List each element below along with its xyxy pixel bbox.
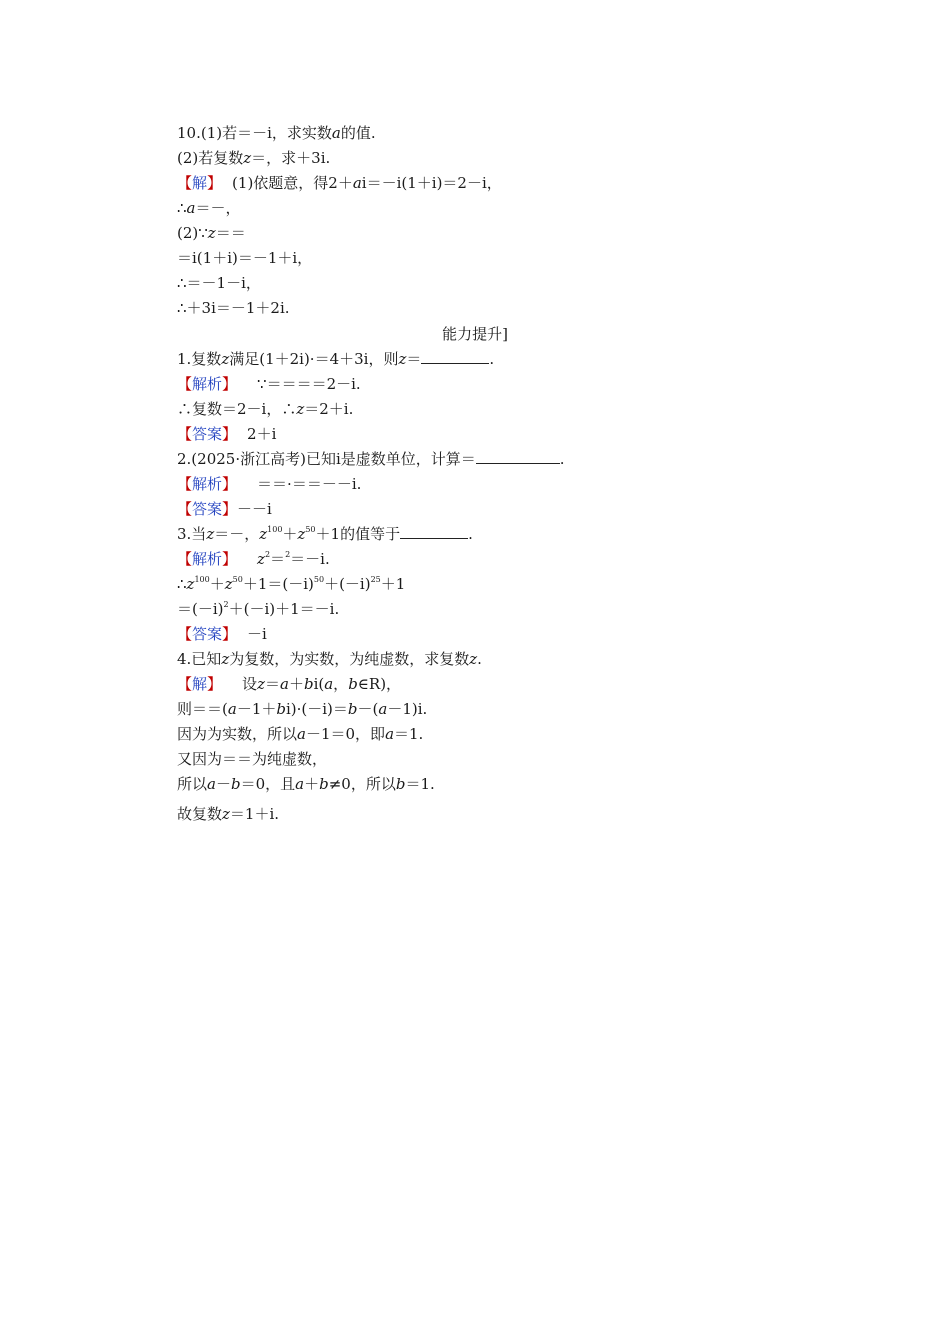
problem-10-part-1: 10.(1)若＝－i，求实数a的值. [177,124,376,142]
analysis-2: 【解析】 ＝＝·＝＝－－i. [177,475,362,493]
problem-1: 1.复数z满足(1＋2i)·＝4＋3i，则z＝ . [177,350,495,368]
analysis-3-line-2: $\therefore z^{100}+z^{50}+1=(-i)^{50}+(-i)^{25}+1$ [177,575,406,593]
analysis-1-line-2: ∴复数＝2－i，∴z＝2＋i. [177,400,354,418]
solution-10-line-4: ＝i(1＋i)＝－1＋i， [177,249,313,267]
solution-10-line-5: ∴＝－1－i， [177,274,261,292]
solution-4-line-5: 所以a－b＝0，且a＋b≠0，所以b＝1. [177,775,435,793]
analysis-3: 【解析】 $z^2=^2=-i$. [177,550,330,568]
answer-blank [421,349,489,364]
analysis-1: 【解析】 ∵＝＝＝＝2－i. [177,375,361,393]
label-jie: 【 [177,174,193,192]
solution-4-line-4: 又因为＝＝为纯虚数， [177,750,328,768]
problem-2: 2.(2025·浙江高考)已知i是虚数单位，计算＝ . [177,450,565,468]
solution-4-line-3: 因为为实数，所以a－1＝0，即a＝1. [177,725,424,743]
answer-2: 【答案】－－i [177,500,272,518]
problem-4: 4.已知z为复数，为实数，为纯虚数，求复数z. [177,650,482,668]
analysis-3-line-3: $=(-i)^2+(-i)+1=-i$. [177,600,340,618]
problem-10-part-2: (2)若复数z＝，求＋3i. [177,149,331,167]
section-heading: 能力提升] [442,325,508,343]
answer-3: 【答案】 －i [177,625,267,643]
answer-blank [476,449,560,464]
solution-4-line-6: 故复数z＝1＋i. [177,805,280,823]
solution-10-line-1: 【解】 (1)依题意，得2＋ai＝－i(1＋i)＝2－i， [177,174,502,192]
solution-4-line-2: 则＝＝(a－1＋bi)·(－i)＝b－(a－1)i. [177,700,428,718]
solution-10-line-6: ∴＋3i＝－1＋2i. [177,299,290,317]
answer-1: 【答案】 2＋i [177,425,277,443]
label-jie-text: 解 [192,174,208,192]
solution-10-line-3: (2)∵z＝＝ [177,224,246,242]
solution-4-line-1: 【解】 设z＝a＋bi(a，b∈R)， [177,675,402,693]
problem-3: 3.当z＝－，$z^{100}+z^{50}+1$的值等于 . [177,525,473,543]
solution-10-line-2: ∴a＝－， [177,199,241,217]
answer-blank [400,524,468,539]
